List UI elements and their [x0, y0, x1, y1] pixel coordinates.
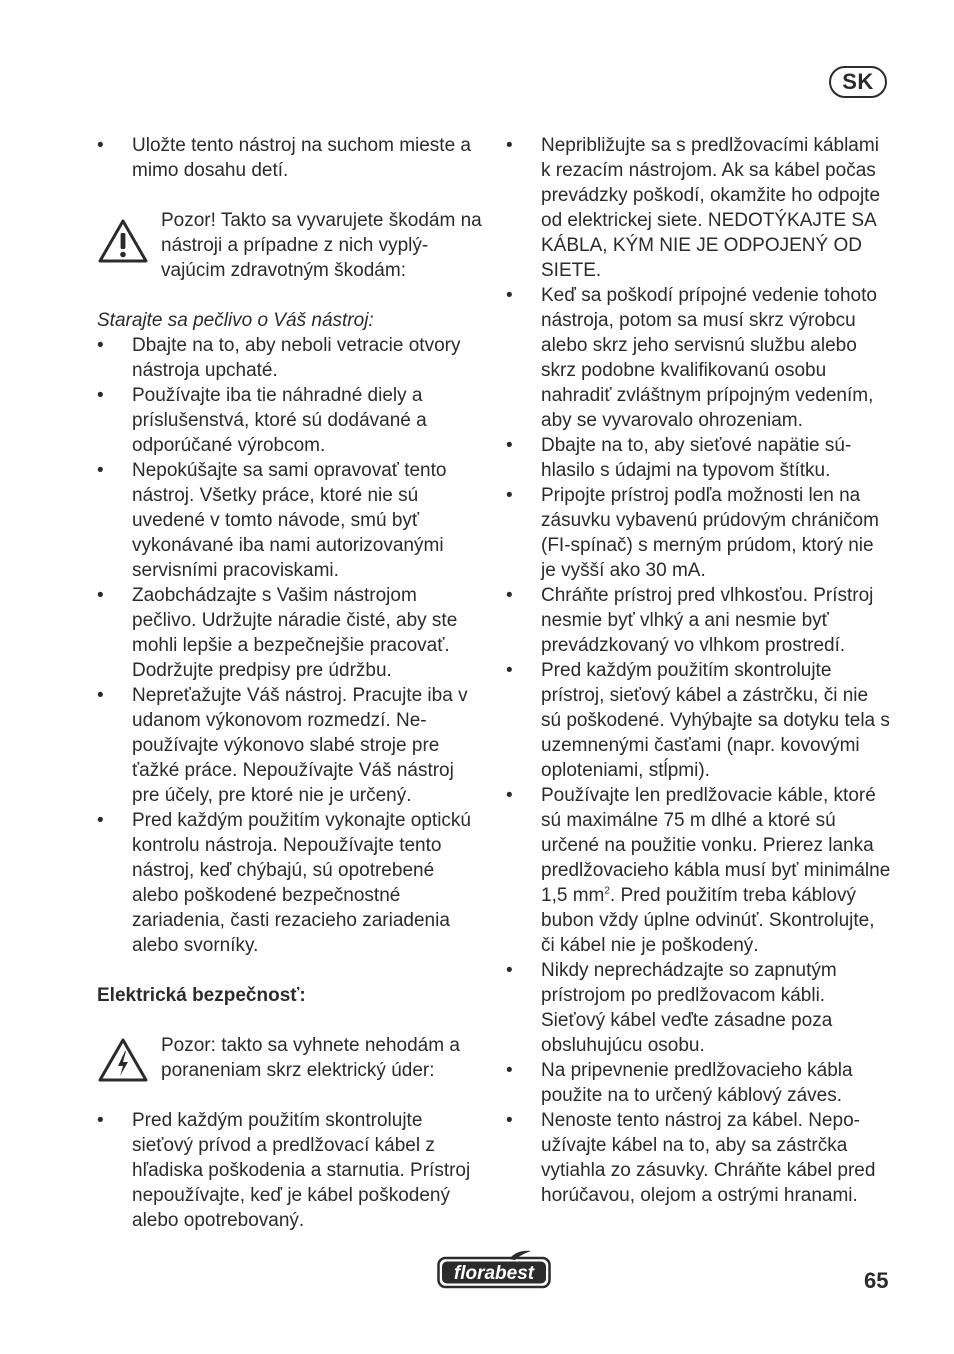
svg-text:florabest: florabest [453, 1263, 535, 1284]
electric-safety-list [506, 133, 892, 1208]
storage-list [97, 133, 483, 183]
cable-text-part2: . Pred použitím treba káblový bubon vždy úplne odvinúť. Skontrolujte, či kábel nie je poškodený. [541, 885, 875, 956]
warning-text: Pozor! Takto sa vyvarujete škodám na nástroji a prípadne z nich vyplývajúcim zdravotným škodám: [161, 210, 482, 281]
cable-text-part1: Používajte len predlžovacie káble, ktoré sú maximálne 75 m dlhé a ktoré sú určené na použitie vonku. Prierez lanka predlžovacieho kábla musí byť minimálne 1,5 mm [541, 785, 891, 906]
list-item: • Nepreťažujte Váš nástroj. Pracujte iba v udanom výkonovom rozmedzí. Nepoužívajte výkonovo slabé stroje pre ťažké práce. Nepoužívajte Váš nástroj pre účely, pre ktoré nie je určený. [97, 683, 483, 808]
care-heading: Starajte sa pečlivo o Váš nástroj: [97, 310, 374, 331]
page-number: 65 [864, 1268, 889, 1293]
electric-safety-heading: Elektrická bezpečnosť: [97, 985, 306, 1006]
electric-list [97, 1108, 483, 1233]
electric-warning-notice [97, 1033, 483, 1083]
superscript: 2 [604, 885, 610, 897]
care-list [97, 333, 483, 958]
list-item: • Na pripevnenie predlžovacieho kábla použite na to určený káblový záves. [506, 1058, 892, 1108]
electric-warning-text: Pozor: takto sa vyhnete nehodám a poraneniam skrz elektrický úder: [161, 1035, 460, 1081]
list-item: • Chráňte prístroj pred vlhkosťou. Prístroj nesmie byť vlhký a ani nesmie byť prevádzkovaný vo vlhkom prostredí. [506, 583, 892, 658]
right-column [506, 133, 892, 1208]
list-item: • Pred každým použitím vykonajte optickú kontrolu nástroja. Nepoužívajte tento nástroj, keď chýbajú, sú opotrebené alebo poškodené bezpečnostné zariadenia, časti rezacieho zariadenia alebo svorníky. [97, 808, 483, 958]
list-item: • Používajte iba tie náhradné diely a príslušenstvá, ktoré sú dodávané a odporúčané výrobcom. [97, 383, 483, 458]
warning-triangle-icon [97, 218, 149, 264]
list-item: • Dbajte na to, aby sieťové napätie súhlasilo s údajmi na typovom štítku. [506, 433, 892, 483]
list-item: • Keď sa poškodí prípojné vedenie tohoto nástroja, potom sa musí skrz výrobcu alebo skrz jeho servisnú službu alebo skrz podobne kvalifikovanú osobu nahradiť zvláštnym prípojným vedením, aby se vyvarovalo ohrozeniam. [506, 283, 892, 433]
list-item: • Uložte tento nástroj na suchom mieste a mimo dosahu detí. [97, 133, 483, 183]
language-badge: SK [829, 66, 887, 98]
florabest-logo [437, 1250, 551, 1290]
list-item [506, 783, 892, 958]
list-item: • Zaobchádzajte s Vašim nástrojom pečlivo. Udržujte náradie čisté, aby ste mohli lepšie a bezpečnejšie pracovať. Dodržujte predpisy pre údržbu. [97, 583, 483, 683]
list-item: • Nikdy neprechádzajte so zapnutým prístrojom po predlžovacom kábli. Sieťový kábel veďte zásadne poza obsluhujúcu osobu. [506, 958, 892, 1058]
list-item: • Pripojte prístroj podľa možnosti len na zásuvku vybavenú prúdovým chráničom (FI-spínač) s merným prúdom, ktorý nie je vyšší ako 30 mA. [506, 483, 892, 583]
list-item: • Pred každým použitím skontrolujte prístroj, sieťový kábel a zástrčku, či nie sú poškodené. Vyhýbajte sa dotyku tela s uzemnenými časťami (napr. kovovými oploteniami, stĺpmi). [506, 658, 892, 783]
list-item: • Dbajte na to, aby neboli vetracie otvory nástroja upchaté. [97, 333, 483, 383]
list-item: • Nenoste tento nástroj za kábel. Nepoužívajte kábel na to, aby sa zástrčka vytiahla zo zásuvky. Chráňte kábel pred horúčavou, olejom a ostrými hranami. [506, 1108, 892, 1208]
list-item: • Pred každým použitím skontrolujte sieťový prívod a predlžovací kábel z hľadiska poškodenia a starnutia. Prístroj nepoužívajte, keď je kábel poškodený alebo opotrebovaný. [97, 1108, 483, 1233]
warning-notice [97, 208, 483, 283]
list-item: • Nepokúšajte sa sami opravovať tento nástroj. Všetky práce, ktoré nie sú uvedené v tomto návode, smú byť vykonávané iba nami autorizovanými servisními pracoviskami. [97, 458, 483, 583]
list-item: • Nepribližujte sa s predlžovacími káblami k rezacím nástrojom. Ak sa kábel počas prevádzky poškodí, okamžite ho odpojte od elektrickej siete. NEDOTÝKAJTE SA KÁBLA, KÝM NIE JE ODPOJENÝ OD SIETE. [506, 133, 892, 283]
electric-shock-warning-icon [97, 1037, 149, 1083]
left-column [97, 133, 483, 1233]
